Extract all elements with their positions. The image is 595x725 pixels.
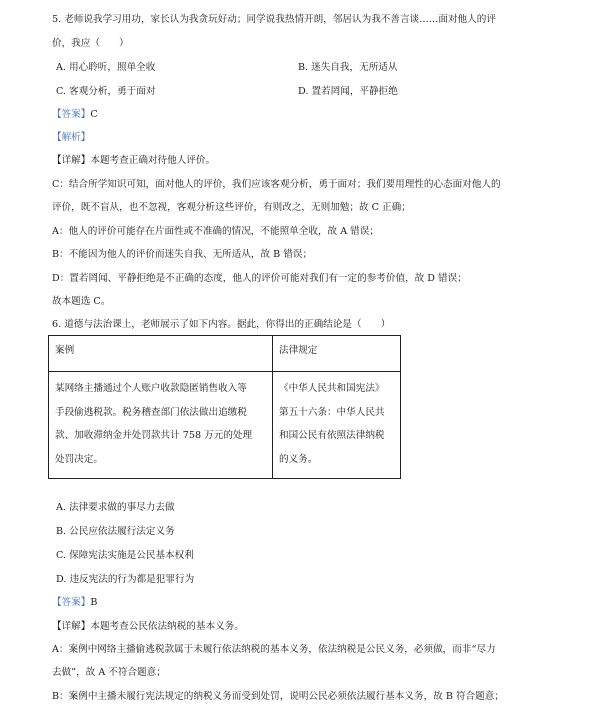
- case-line: 款、加收滞纳金并处罚款共计 758 万元的处理: [55, 430, 253, 441]
- detail-tag: 【详解】: [52, 155, 91, 166]
- q5-explanation-line: 评价，既不盲从，也不忽视，客观分析这些评价，有则改之，无则加勉；故 C 正确；: [52, 202, 411, 213]
- q5-option-c: C. 客观分析，勇于面对: [56, 86, 156, 97]
- q6-answer: [52, 596, 97, 609]
- case-cell: [49, 372, 273, 479]
- q5-analysis-tag: 【解析】: [52, 132, 91, 143]
- detail-intro: 本题考查公民依法纳税的基本义务。: [90, 621, 244, 632]
- table-row: [49, 372, 401, 479]
- q5-option-d: D. 置若罔闻，平静拒绝: [298, 86, 398, 97]
- q5-answer: [52, 108, 98, 121]
- q6-explanation-line: A：案例中网络主播偷逃税款属于未履行依法纳税的基本义务，依法纳税是公民义务，必须做，而非“尽力: [52, 644, 496, 655]
- q5-stem-line1: 5. 老师说我学习用功，家长认为我贪玩好动；同学说我热情开朗，邻居认为我不善言谈……面对他人的评: [52, 14, 496, 25]
- q5-explanation-line: D：置若罔闻、平静拒绝是不正确的态度，他人的评价可能对我们有一定的参考价值，故 D 错误；: [52, 273, 467, 284]
- q6-explanation-line: B：案例中主播未履行宪法规定的纳税义务而受到处罚，说明公民必须依法履行基本义务，故 B 符合题意；: [52, 691, 504, 702]
- q6-detail: [52, 620, 244, 633]
- detail-tag: 【详解】: [52, 621, 91, 632]
- case-line: 处罚决定。: [55, 453, 103, 465]
- q5-explanation-line: C：结合所学知识可知，面对他人的评价，我们应该客观分析，勇于面对；我们要用理性的心态面对他人的: [52, 179, 501, 190]
- q6-explanation-line: 去做”，故 A 不符合题意；: [52, 667, 166, 678]
- q5-explanation-line: B：不能因为他人的评价而迷失自我、无所适从，故 B 错误；: [52, 249, 313, 260]
- q6-stem: 6. 道德与法治课上，老师展示了如下内容。据此，你得出的正确结论是（ ）: [52, 319, 391, 330]
- table-header-row: [49, 336, 401, 372]
- q6-option-d: D. 违反宪法的行为都是犯罪行为: [56, 574, 195, 585]
- law-cell: [273, 372, 401, 479]
- law-line: 的义务。: [279, 453, 318, 465]
- q5-detail: [52, 154, 215, 167]
- q5-option-a: A. 用心聆听，照单全收: [56, 62, 156, 73]
- answer-tag: 【答案】: [52, 109, 91, 120]
- detail-intro: 本题考查正确对待他人评价。: [90, 155, 216, 166]
- case-line: 手段偷逃税款。税务稽查部门依法做出追缴税: [55, 406, 247, 418]
- table-header-law: 法律规定: [273, 336, 401, 372]
- case-line: 某网络主播通过个人账户收款隐匿销售收入等: [55, 383, 247, 394]
- law-line: 《中华人民共和国宪法》: [279, 383, 385, 394]
- case-law-table: [48, 335, 401, 479]
- q6-option-c: C. 保障宪法实施是公民基本权利: [56, 550, 194, 561]
- q5-stem-line2: 价，我应（ ）: [52, 38, 129, 49]
- answer-value: B: [90, 597, 98, 608]
- q6-option-b: B. 公民应依法履行法定义务: [56, 526, 175, 537]
- table-header-case: 案例: [49, 336, 273, 372]
- q5-explanation-line: A：他人的评价可能存在片面性或不准确的情况，不能照单全收，故 A 错误；: [52, 226, 379, 237]
- q5-option-b: B. 迷失自我，无所适从: [298, 62, 398, 73]
- q6-option-a: A. 法律要求做的事尽力去做: [56, 502, 175, 513]
- law-line: 第五十六条：中华人民共: [279, 406, 385, 418]
- answer-tag: 【答案】: [52, 597, 91, 608]
- q5-explanation-line: 故本题选 C。: [52, 296, 111, 307]
- law-line: 和国公民有依照法律纳税: [279, 430, 385, 441]
- answer-value: C: [90, 109, 98, 120]
